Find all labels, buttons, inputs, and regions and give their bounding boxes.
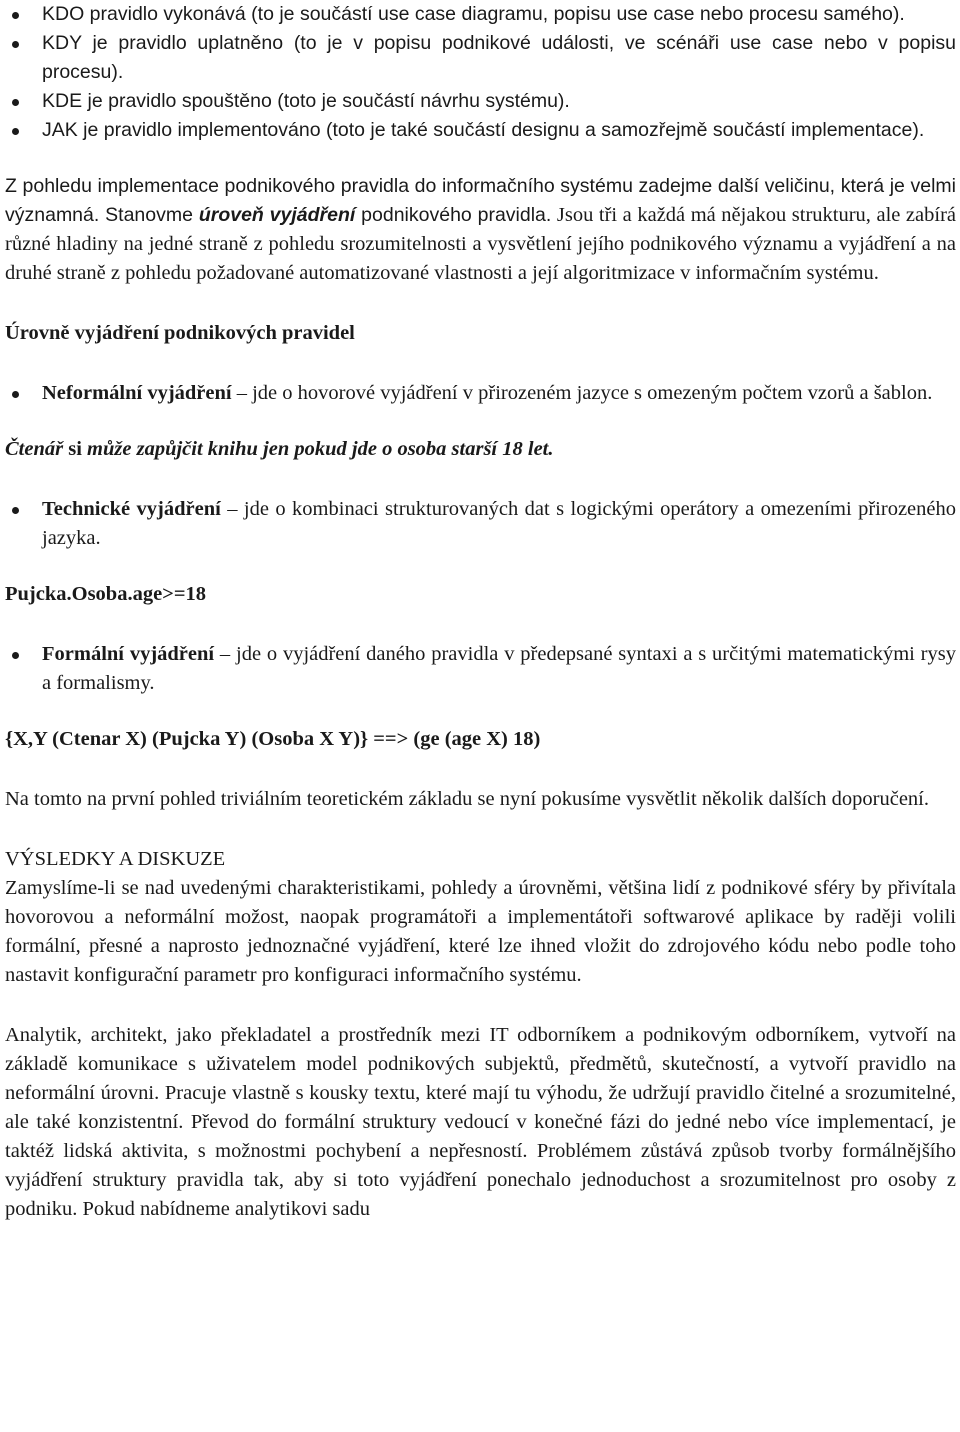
list-item: Neformální vyjádření – jde o hovorové vyjádření v přirozeném jazyce s omezeným počtem vzorů a šablon. [5,379,956,408]
levels-list-informal [5,379,956,408]
list-item: Formální vyjádření – jde o vyjádření daného pravidla v předepsané syntaxi a s určitými matematickými rysy a formalismy. [5,640,956,698]
example-informal: Čtenář si může zapůjčit knihu jen pokud jde o osoba starší 18 let. [5,438,554,460]
rule-aspects-list [5,0,956,145]
list-item: Technické vyjádření – jde o kombinaci strukturovaných dat s logickými operátory a omezeními přirozeného jazyka. [5,495,956,553]
results-heading: VÝSLEDKY A DISKUZE [5,848,226,870]
list-item: KDE je pravidlo spouštěno (toto je součástí návrhu systému). [5,87,956,116]
results-paragraph-2: Analytik, architekt, jako překladatel a prostředník mezi IT odborníkem a podnikovým odborníkem, vytvoří na základě komunikace s uživatelem model podnikových subjektů, předmětů, skutečností, a vytvoří pravidlo na neformální úrovni. Pracuje vlastně s kousky textu, které mají tu výhodu, že udržují pravidlo čitelné a srozumitelné, ale také konzistentní. Převod do formální struktury vedoucí v konečné fázi do jedné nebo více implementací, je taktéž lidská aktivita, s možnostmi pochybení a nepřesností. Problémem zůstává způsob tvorby formálnějšího vyjádření struktury pravidla tak, aby si toto vyjádření ponechalo jednoduchost a srozumitelnost pro osoby z podniku. Pokud nabídneme analytikovi sadu [5,1024,956,1220]
intro-paragraph: Z pohledu implementace podnikového pravidla do informačního systému zadejme další veličinu, která je velmi významná. Stanovme úroveň vyjádření podnikového pravidla. Jsou tři a každá má nějakou strukturu, ale zabírá různé hladiny na jedné straně z pohledu srozumitelnosti a vysvětlení jejího podnikového významu a vyjádření a na druhé straně z pohledu požadované automatizované vlastnosti a její algoritmizace v informačním systému. [5,175,956,284]
list-item: KDO pravidlo vykonává (to je součástí use case diagramu, popisu use case nebo procesu samého). [5,0,956,29]
section-heading: Úrovně vyjádření podnikových pravidel [5,322,355,344]
emphasis-term: úroveň vyjádření [198,204,356,226]
results-paragraph-1: Zamyslíme-li se nad uvedenými charakteristikami, pohledy a úrovněmi, většina lidí z podnikové sféry by přivítala hovorovou a neformální možost, naopak programátoři a implementátoři softwarové aplikace by raději volili formální, přesné a naprosto jednoznačné vyjádření, které lze ihned vložit do zdrojového kódu nebo podle toho nastavit konfigurační parametr pro konfiguraci informačního systému. [5,877,956,986]
list-item: KDY je pravidlo uplatněno (to je v popisu podnikové události, ve scénáři use case nebo v popisu procesu). [5,29,956,87]
list-item: JAK je pravidlo implementováno (toto je také součástí designu a samozřejmě součástí implementace). [5,116,956,145]
recommendations-paragraph: Na tomto na první pohled triviálním teoretickém základu se nyní pokusíme vysvětlit několik dalších doporučení. [5,788,930,810]
example-technical: Pujcka.Osoba.age>=18 [5,583,207,605]
levels-list-technical [5,495,956,553]
levels-list-formal [5,640,956,698]
example-formal: {X,Y (Ctenar X) (Pujcka Y) (Osoba X Y)} ==> (ge (age X) 18) [5,728,541,750]
